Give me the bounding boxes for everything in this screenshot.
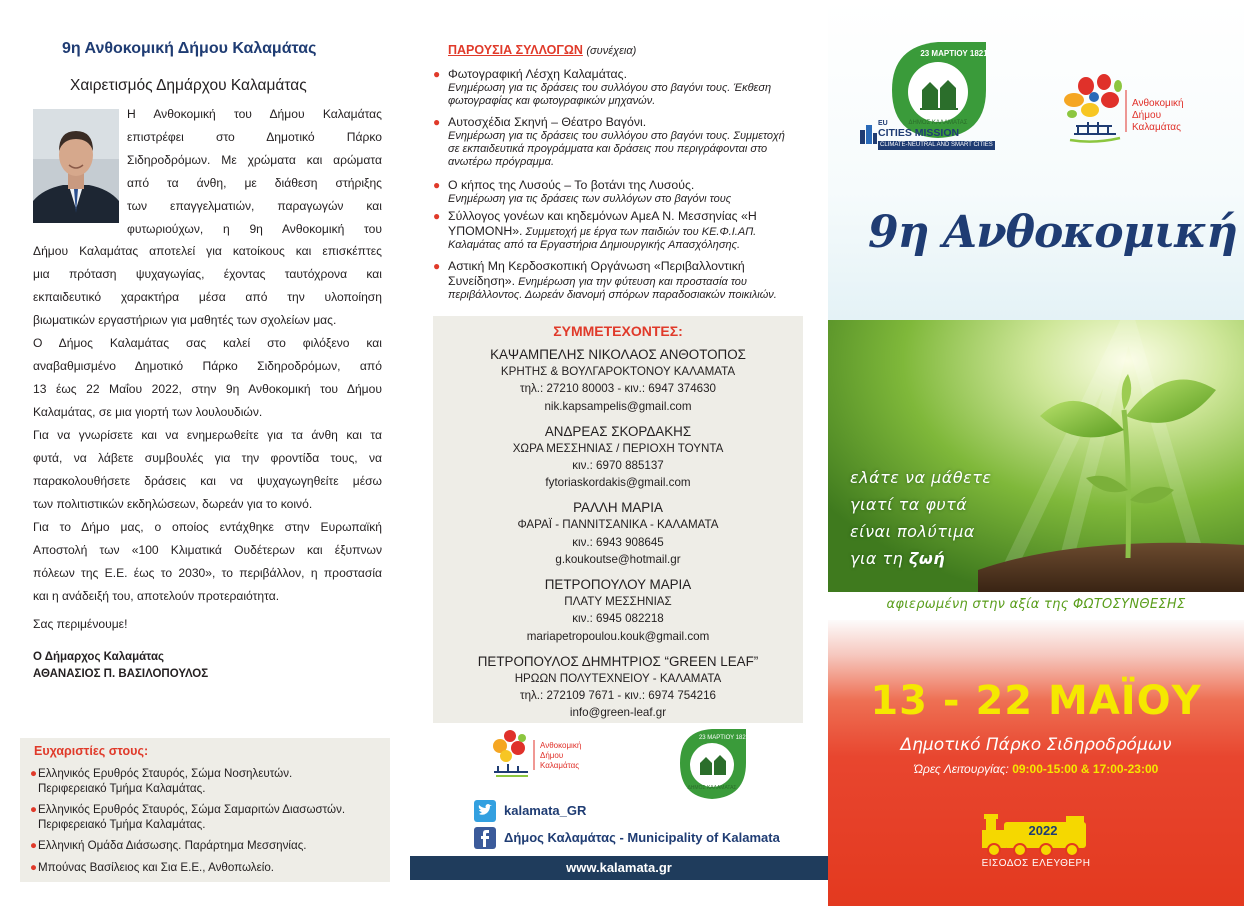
thanks-item: ● Ελληνική Ομάδα Διάσωσης. Παράρτημα Μεσσηνίας. [30,839,307,852]
body-line: Αποστολή των «100 Κλιματικά Ουδέτερων και έξυπνων [33,543,382,557]
anthokomiki-logo [1060,72,1215,154]
bullet-icon: ● [433,115,441,129]
svg-text:ΔΗΜΟΣ ΚΑΛΑΜΑΤΑΣ: ΔΗΜΟΣ ΚΑΛΑΜΑΤΑΣ [908,120,968,126]
free-entry: ΕΙΣΟΔΟΣ ΕΛΕΥΘΕΡΗ [981,858,1091,869]
thanks-item: ● Μπούνας Βασίλειος και Σια Ε.Ε., Ανθοπωλείο. [30,861,275,874]
bullet-icon: ● [30,803,38,816]
participant-address: ΗΡΩΩΝ ΠΟΛΥΤΕΧΝΕΙΟΥ - ΚΑΛΑΜΑΤΑ [514,672,722,685]
club-item: ● Αστική Μη Κερδοσκοπική Οργάνωση «Περιβαλλοντική Συνείδηση». Ενημέρωση για την φύτευση και προστασία του περιβάλλοντος. Δωρεάν διανομή σπόρων παραδοσιακών ποικιλιών. [433,259,777,302]
clubs-heading: ΠΑΡΟΥΣΙΑ ΣΥΛΛΟΓΩΝ (συνέχεια) [448,43,637,57]
eu-label-big: CITIES MISSION [878,127,960,139]
participant-name: ΠΕΤΡΟΠΟΥΛΟΣ ΔΗΜΗΤΡΙΟΣ “GREEN LEAF” [477,654,759,669]
right-panel [828,0,1244,906]
body-line: Δήμου Καλαμάτας αποτελεί για κατοίκους και επισκέπτες [33,244,382,258]
participant-email[interactable]: mariapetropoulou.kouk@gmail.com [526,630,710,643]
closing-line: Σας περιμένουμε! [33,617,128,631]
participant-phone: κιν.: 6943 908645 [572,536,664,549]
body-line: 13 έως 22 Μαΐου 2022, στην 9η Ανθοκομική του Δήμου [33,382,382,396]
participant-phone: τηλ.: 272109 7671 - κιν.: 6974 754216 [519,689,717,702]
slogan-line: γιατί τα φυτά [850,495,968,514]
intro-line: Σιδηροδρόμων. Με χρώματα και αρώματα [127,153,382,167]
middle-panel [410,0,828,906]
slogan-line: ελάτε να μάθετε [850,468,992,487]
greeting-heading: Χαιρετισμός Δημάρχου Καλαμάτας [70,77,307,94]
participant-phone: κιν.: 6970 885137 [572,459,664,472]
anthokomiki-logo-small [488,726,603,786]
intro-line: επιστρέφει στο Δημοτικό Πάρκο [127,130,382,144]
participant-name: ΡΑΛΛΗ ΜΑΡΙΑ [573,500,663,515]
event-venue: Δημοτικό Πάρκο Σιδηροδρόμων [900,735,1172,755]
body-line: βιωματικών εργαστήριων για μαθητές των σχολείων μας. [33,313,337,327]
svg-text:Δήμου: Δήμου [1132,110,1162,121]
club-item: ● Ο κήπος της Λυσούς – Το βοτάνι της Λυσούς. Ενημέρωση για τις δράσεις των συλλόγων στο βαγόνι τους [433,178,732,205]
intro-line: Η Ανθοκομική του Δήμου Καλαμάτας [127,107,382,121]
left-panel [0,0,410,906]
participant-phone: κιν.: 6945 082218 [572,612,664,625]
participant-address: ΦΑΡΑΪ - ΠΑΝΝΙΤΣΑΝΙΚΑ - ΚΑΛΑΜΑΤΑ [517,518,719,531]
participants-box [433,316,803,723]
thanks-item: ● Ελληνικός Ερυθρός Σταυρός, Σώμα Σαμαριτών Διασωστών. [30,803,346,816]
participant-address: ΠΛΑΤΥ ΜΕΣΣΗΝΙΑΣ [564,595,672,608]
club-item: ● Σύλλογος γονέων και κηδεμόνων ΑμεΑ Ν. Μεσσηνίας «Η ΥΠΟΜΟΝΗ». Συμμετοχή με έργα των παιδιών του ΚΕ.Φ.Ι.ΑΠ. Καλαμάτας από τα Εργαστήρια Δημιουργικής Απασχόλησης. [433,209,757,252]
eu-label-small: EU [878,120,888,127]
participant-address: ΧΩΡΑ ΜΕΣΣΗΝΙΑΣ / ΠΕΡΙΟΧΗ ΤΟΥΝΤΑ [512,442,724,455]
participant-name: ΑΝΔΡΕΑΣ ΣΚΟΡΔΑΚΗΣ [544,424,692,439]
bullet-icon: ● [433,178,441,192]
mayor-photo [33,109,119,223]
svg-text:Καλαμάτας: Καλαμάτας [1132,122,1181,133]
slogan-line: είναι πολύτιμα [850,522,975,541]
body-line: των πολιτιστικών εκδηλώσεων, δωρεάν για το κοινό. [33,497,313,511]
svg-text:23 ΜΑΡΤΙΟΥ 1821: 23 ΜΑΡΤΙΟΥ 1821 [698,735,750,741]
participant-name: ΚΑΨΑΜΠΕΛΗΣ ΝΙΚΟΛΑΟΣ ΑΝΘΟΤΟΠΟΣ [490,347,746,362]
intro-line: των επαγγελματιών, παραγωγών και [127,199,382,213]
body-line: μια πρόταση ψυχαγωγίας, έχοντας ταυτόχρονα και [33,267,382,281]
participant-name: ΠΕΤΡΟΠΟΥΛΟΥ ΜΑΡΙΑ [544,577,692,592]
bullet-icon: ● [30,861,38,874]
svg-text:23 ΜΑΡΤΙΟΥ 1821: 23 ΜΑΡΤΙΟΥ 1821 [920,49,988,58]
svg-text:ΔΗΜΟΣ ΚΑΛΑΜΑΤΑΣ: ΔΗΜΟΣ ΚΑΛΑΜΑΤΑΣ [687,785,737,791]
thanks-title: Ευχαριστίες στους: [34,744,149,758]
twitter-icon [474,800,496,822]
event-year: 2022 [1028,823,1058,838]
body-line: Ο Δήμος Καλαμάτας σας καλεί στο φιλόξενο και [33,336,382,350]
signature-name: ΑΘΑΝΑΣΙΟΣ Π. ΒΑΣΙΛΟΠΟΥΛΟΣ [33,668,209,680]
body-line: και η ανάδειξή του, αποτελούν προτεραιότητα. [33,589,280,603]
svg-text:Δήμου: Δήμου [540,751,564,760]
bullet-icon: ● [30,839,38,852]
opening-hours: Ώρες Λειτουργίας: 09:00-15:00 & 17:00-23:00 [913,762,1159,776]
participant-address: ΚΡΗΤΗΣ & ΒΟΥΛΓΑΡΟΚΤΟΝΟΥ ΚΑΛΑΜΑΤΑ [500,365,736,378]
eu-label-sub: CLIMATE-NEUTRAL AND SMART CITIES [880,142,993,148]
participant-phone: τηλ.: 27210 80003 - κιν.: 6947 374630 [519,382,717,395]
bullet-icon: ● [30,767,38,780]
svg-text:Καλαμάτας: Καλαμάτας [540,761,580,770]
thanks-item-cont: Περιφερειακό Τμήμα Καλαμάτας. [38,782,206,795]
body-line: αναβαθμισμένο Δημοτικό Πάρκο Σιδηροδρόμων, από [33,359,382,373]
facebook-icon [474,827,496,849]
slogan-line: για τη ζωή [850,549,946,568]
dedication-text: αφιερωμένη στην αξία της ΦΩΤΟΣΥΝΘΕΣΗΣ [886,597,1186,612]
participants-title: ΣΥΜΜΕΤΕΧΟΝΤΕΣ: [553,323,683,339]
svg-text:Ανθοκομική: Ανθοκομική [540,741,582,750]
svg-text:Ανθοκομική: Ανθοκομική [1132,98,1184,109]
body-line: πόλεων της Ε.Ε. έως το 2030», το περιβάλλον, η προστασία [33,566,382,580]
body-line: Για το Δήμο μας, ο οποίος εντάχθηκε στην Ευρωπαϊκή [33,520,382,534]
bullet-icon: ● [433,259,441,273]
body-line: Για να γνωρίσετε και να ενημερωθείτε για τα άνθη και τα [33,428,382,442]
twitter-handle[interactable]: kalamata_GR [504,803,587,818]
facebook-page[interactable]: Δήμος Καλαμάτας - Municipality of Kalamata [504,830,780,845]
intro-line: φυτωριούχων, η 9η Ανθοκομική του [127,222,382,236]
body-line: φυτά, να λάβετε συμβουλές για την φροντίδα τους, να [33,451,382,465]
event-dates: 13 - 22 ΜΑΪΟΥ [870,678,1202,724]
municipal-seal-small [672,723,752,803]
bullet-icon: ● [433,209,441,223]
bullet-icon: ● [433,67,441,81]
club-item: ● Αυτοσχέδια Σκηνή – Θέατρο Βαγόνι. Ενημέρωση για τις δράσεις του συλλόγου στο βαγόνι τους. Συμμετοχή σε εκπαιδευτικά προγράμματα και δράσεις που περιγράφονται στο ανωτέρω πρόγραμμα. [433,115,785,169]
left-title: 9η Ανθοκομική Δήμου Καλαμάτας [62,40,317,57]
intro-line: από τα άνθη, με διάθεση στήριξης [127,176,382,190]
participant-email[interactable]: nik.kapsampelis@gmail.com [544,400,692,413]
participant-email[interactable]: g.koukoutse@hotmail.gr [555,553,681,566]
body-line: παρακολουθήσετε δράσεις και να ψυχαγωγηθείτε μέσω [33,474,382,488]
cover-title: 9η Ανθοκομική [868,207,1238,258]
thanks-item: ● Ελληνικός Ερυθρός Σταυρός, Σώμα Νοσηλευτών. [30,767,293,780]
body-line: Καλαμάτας, σε μια γιορτή των λουλουδιών. [33,405,263,419]
participant-email[interactable]: info@green-leaf.gr [569,706,667,719]
club-item: ● Φωτογραφική Λέσχη Καλαμάτας. Ενημέρωση για τις δράσεις του συλλόγου στο βαγόνι τους. Έκθεση φωτογραφίας και φωτογραφικών μηχανών. [433,67,772,108]
participant-email[interactable]: fytoriaskordakis@gmail.com [545,476,691,489]
signature-title: Ο Δήμαρχος Καλαμάτας [33,651,165,663]
thanks-box [20,738,390,882]
thanks-item-cont: Περιφερειακό Τμήμα Καλαμάτας. [38,818,206,831]
website-url[interactable]: www.kalamata.gr [410,856,828,880]
body-line: εκπαιδευτικό χαρακτήρα μέσα από την υλοποίηση [33,290,382,304]
